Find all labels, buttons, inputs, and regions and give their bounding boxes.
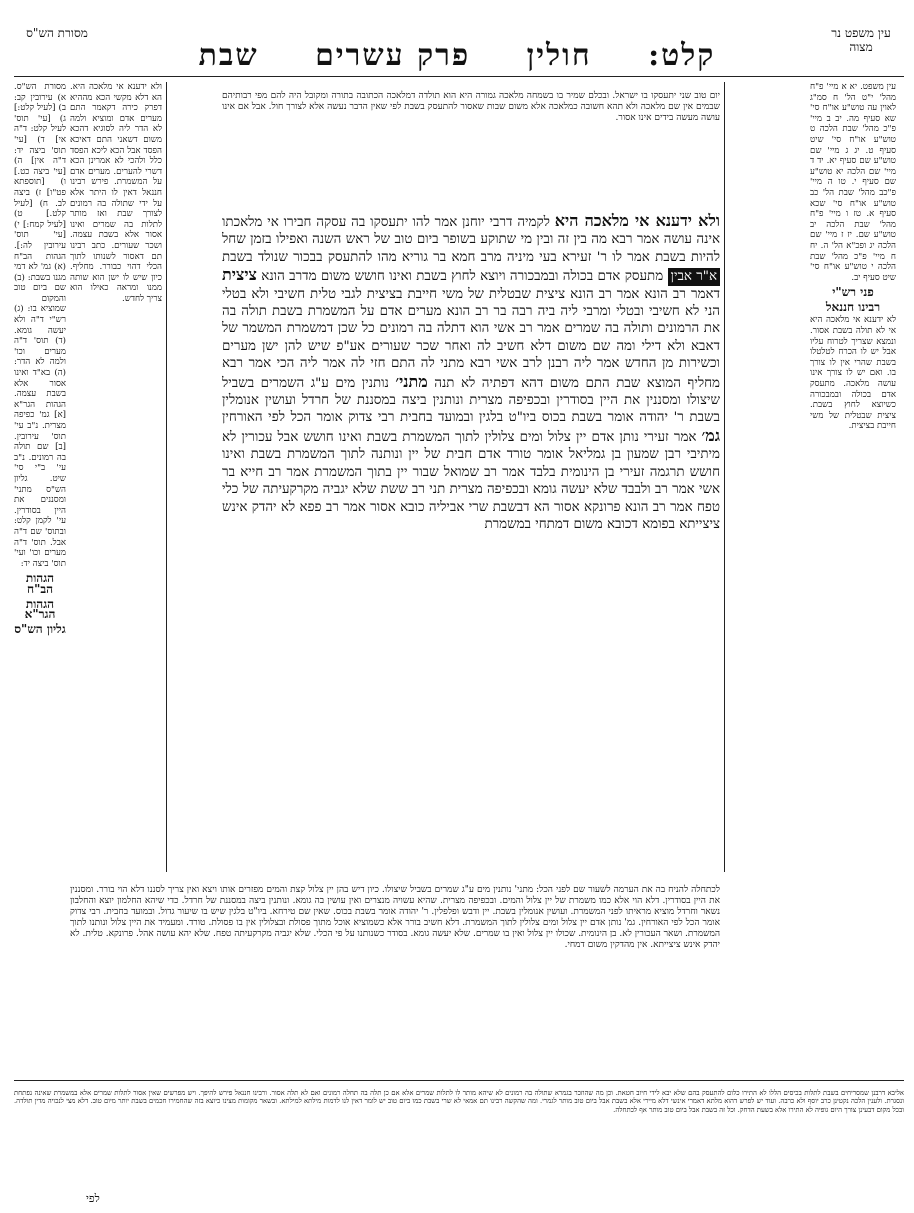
rashi-commentary-top xyxy=(222,82,720,208)
footer-text: אליבא דרבנן שמסריחים בשבת לתלות בכיסים הללו לא התירו כלום להתעסק בהם שלא יבא לידי חיוב חטאת. וכן מה שהוזכר בגמרא שתולה בה רמונים לא שיהא מותר לו לתלות שמרים אלא אם כן תלה בה תחלה רמונים ואם לא תלה אסור. ורבינו חננאל פירש להיפך. ויש מפרשים שאין אסור לתלות שמרים אלא במשמרת שאינה נפתחת ונסגרת. ולענין הלכה נקטינן כרב יוסף ולא כרבה. ועוד יש לפרש דהוא מלתא דאמרי אינשי דלא מיירי אלא בשבת אבל ביום טוב מותר לגמרי. ומה שהקשה רבינו תם אמאי לא שרי בשבת כמו ביום טוב יש לומר דאין לנו לדמות מילתא למילתא. ובשאר מקומות מצינו כיוצא בזה שהחמירו חכמים בשבת יותר מיום טוב. דלא מצי לנכויה מדין תולדה. ובכל מקום דבעינן צורך היום גופיה לא התירו אלא בשעת הדחק. וכל זה בשבת אבל ביום טוב מותר אף לכתחלה. xyxy=(14,1088,904,1114)
header-divider xyxy=(14,76,904,77)
masoret-hashas-column xyxy=(14,82,66,872)
ein-mishpat-column xyxy=(810,82,896,862)
rabbeinu-chananel-text: לא ידענא אי מלאכה היא אי לא תולה בשבת אסור. ונמצא שצריך לטרוח עליו אבל יש לו הכרח לטלטלו בשבת שהרי אין לו צורך בו. ואם יש לו צורך אינו עושה מלאכה. מתעסק אדם בכולה ובמבכורה כשיוצא לחוץ בשבת. ציצית שבטלית של משי חייבת בציצית. xyxy=(810,315,896,432)
masoret-hashas-text: מסורת הש"ס. א) עירובין קב: ב) [לעיל קלט:] ג) [עי' תוס' לעיל קלט: ד"ה אי] ד) [עי' תוס' ביצה יד: ד"ה אין] ה) [עי' ביצה כט.] ו) [תוספתא פט"ו] ז) ביצה לב. ח) [לעיל קלט.] ט) [לעיל קמח:] י) [עי' תוס' עירובין לה:]. הגהות הב"ח (א) גמ' לא דמי מגנו בשבת: (ב) שם ביום טוב והמקום שמוציא בו: (ג) רש"י ד"ה ולא יעשה גומא. (ד) תוס' ד"ה מערים וכו' ולמה לא הדר: (ה) בא"ד ואינו אסור אלא בשבת עצמה. הגהות הגר"א [א] גמ' כפיפה מצרית. נ"ב עי' תוס' עירובין. [ב] שם תולה בה רמונים. נ"ב עי' ב"י סי' שיט. גליון הש"ס מתני' ומסננים את היין בסודרין. עי' לקמן קלט: ובתוס' שם ד"ה אבל. תוס' ד"ה מערים וכו' ועי' תוס' ביצה יד: xyxy=(14,82,66,569)
dibur-hamatchil-tzitzit: ציצית xyxy=(222,265,257,285)
gemara-text-2: מתעסק אדם בכולה ובמבכורה ויוצא לחוץ בשבת ואינו חושש משום מדרב הונא xyxy=(261,269,664,285)
right-column-divider xyxy=(724,82,725,872)
ein-mishpat-text: עין משפט. יא א מיי' פ"ח מהל' י"ט הל' ח סמ"ג לאוין עה טוש"ע או"ח סי' שא סעיף מה. יב ב מיי' פ"כ מהל' שבת הלכה ט טוש"ע או"ח סי' שיט סעיף ט. יג ג מיי' שם טוש"ע שם סעיף יא. יד ד מיי' שם הלכה יא טוש"ע שם סעיף י. טו ה מיי' פ"כב מהל' שבת הל' כב טוש"ע או"ח סי' שכא סעיף א. טז ו מיי' פ"ח מהל' שבת הלכה יב טוש"ע שם. יז ז מיי' שם הלכה יג ופכ"א הל' ה. יח ח מיי' פ"כ מהל' שבת הלכה י טוש"ע או"ח סי' שיט סעיף יב. xyxy=(810,82,896,283)
gilyon-hashas-heading: גליון הש"ס xyxy=(14,621,66,636)
gemara-main-text xyxy=(222,212,720,870)
gemara-paragraph xyxy=(222,212,720,533)
tosafot-text: ולא ידענא אי מלאכה היא. הא דלא מקשי הכא מההיא דפרק כירה דקאמר התם מערים אדם ומוציא ולמה לא הדר ליה לסוגיא דהכא משום דשאני התם דאיכא הפסד אבל הכא ליכא הפסד כלל ולהכי לא אמרינן הכא דשרי להערים. מערים אדם על המשמרת. פירש רבינו חננאל דאין לו היתר אלא על ידי שתולה בה רמונים לצורך שבת ואז מותר לתלות בה שמרים ואינו אסור אלא בשבת עצמה. ושכר שעורים. כתב רבינו תם דאסור לשנותו לתוך הכלי דהוי כבורר. מחליף. כיון שיש לו ישן הוא שותה ממנו ומראה כאילו הוא צריך לחדש. xyxy=(70,82,162,304)
page-header xyxy=(0,14,914,74)
left-column-divider xyxy=(166,82,167,872)
ein-mishpat-heading: עין משפט נר מצוה xyxy=(831,26,891,54)
tractate-name: חולין xyxy=(526,38,592,73)
opening-words: ולא ידענא אי מלאכה היא xyxy=(554,212,720,230)
hagahot-hagra-heading: הגהות הגר"א xyxy=(24,596,56,622)
masoret-hashas-heading: מסורת הש"ס xyxy=(26,26,88,40)
gemara-text-4: ואחר שכר שעורים אע"פ שיש להן ישן מערים וכשירות מן החדש אמר ליה רבנן לרב אשי רבא מתני לה התם חזי לה אמר ליה הכי אמר רבא מחליף המוצא שבת התם משום דהא דפתיה לא תנה xyxy=(222,338,720,391)
mishna-label: מתני׳ xyxy=(395,371,428,391)
page-number: קלט: xyxy=(648,38,716,73)
tractate-name-secondary: שבת xyxy=(198,38,259,73)
gemara-label: גמ׳ xyxy=(701,425,720,445)
footer-commentary xyxy=(14,1082,904,1192)
penei-rashi-heading: פני רש"י xyxy=(832,285,874,300)
rashi-top-text: יום טוב שני יתעסקו בו ישראל. ובכלם שמיר בו בשמחה מלאכה גמורה היא הוא תולדה דמלאכה הכתובה בתורה ומקובל היה להם מפי רבותיהם שבמים אין שם מלאכה ולא תהא חשובה כמלאכה אלא משום שבות שאסור להתעסק בשבת לפי שאין הדבר נעשה אלא לצורך חול. אבל אם אינו עושה מעשה בידים אינו אסור. xyxy=(222,91,720,123)
chapter-name: פרק עשרים xyxy=(315,38,471,73)
tosafot-column xyxy=(70,82,162,872)
rashi-commentary-bottom xyxy=(70,876,720,1082)
mishna-text: נותנין מים ע"ג השמרים בשביל שיצולו ומסננין את היין בסודרין ובכפיפה מצרית ונותנין ביצה במסננת של חרדל ועושין אנומלין בשבת ר' יהודה אומר בשבת בכוס ביו"ט בלגין ובמועד בחבית רבי צדוק אומר הכל לפי האורחין xyxy=(222,375,720,426)
gemara-text-3: דאמר רב הונא אמר רב הונא ציצית שבטלית של משי חייבת בציצית לגבי טלית חשיבי ולא בטלי הני לא חשיבי ובטלי ומרבי ליה ביה רבה בר רב הונא מערים אדם על המשמרת בשבת תולה בה את הרמונים ותולה בה שמרים אמר רב אשי הוא דתלה בה רמונים כל שכן דמשמרת המשמר של דאבא ולא דילי ומה שם משום דלא חשיב לה xyxy=(222,286,720,354)
highlighted-phrase: א"ר אבין xyxy=(668,268,720,285)
gemara-text-5: אמר זעירי נותן אדם יין צלול ומים צלולין לתוך המשמרת בשבת ואינו חושש אבל עכורין לא מיתיבי רבן שמעון בן גמליאל אומר טורד אדם חבית של יין ונותנה לתוך המשמרת בשבת ואינו חושש תרגמה זעירי בן הינומית בלבד אמר רב שמואל שבור יין בתוך המשמרת אמר רב חייא בר אשי אמר רב ולבבד שלא יעשה גומא ובכפיפה מצרית תני רב ששת שלא יגביה מקרקעיתה של כלי טפח אמר רב הונא פרונקא אסור הא דבשבת שרי אביליה כובא אסור אמר רב פפא לא יהדק אינש ציצייתא בפומא דכובא משום דמתחי במשמרת xyxy=(222,429,720,532)
page-title xyxy=(0,38,914,73)
rashi-bottom-text: לכתחלה להניח בה את הערמה לשעור שם לפני הכל: מתני' נותנין מים ע"ג שמרים בשביל שיצולו. כיון דיש בהן יין צלול קצת והמים מפזרים אותו ויצא ואין צריך לסננו דלא הוי בורר. ומסננין את היין בסודרין. דלא הוי אלא כמו משמרת של יין צלול והמים. ובכפיפה מצרית. שהיא עשויה מנצרים ואין עושין בה גומא. ונותנין ביצה במסננת של חרדל. כדי שיהא החלמון יוצא והחלבון נשאר וחרדל מוציא מראיתו לפני המשמרת. ועושין אנומלין בשבת. יין ודבש ופלפלין. ר' יהודה אומר בשבת בכוס. שאין שם טירחא. ביו"ט בלגין שיש בו שיעור גדול. ובמועד בחבית. רבי צדוק אומר הכל לפי האורחין. גמ' נותן אדם יין צלול ומים צלולין לתוך המשמרת. דלא חשיב בורר אלא כשמוציא אוכל מתוך פסולת ובצלולין אין בו פסולת. טורד. ומעמיד את היין צלול ונותנו לתוך המשמרת. ושאר העכורין לא. בן הינומית. שכולו יין צלול ואין בו שמרים. שלא יעשה גומא. בסודר כשנותנו על פי הכלי. שלא יגביה מקרקעיתה טפח. שלא יהא עושה אהל. פרונקא. טלית. לא יהדק אינש ציצייתא. אין מהדקין משום דמחי. xyxy=(70,885,720,950)
hagahot-habach-heading: הגהות הב"ח xyxy=(25,571,55,596)
rabbeinu-chananel-heading: רבינו חננאל xyxy=(825,299,881,314)
gemara-text-1: לקמיה דרבי יוחנן אמר להו יתעסקו בה עסקה חבירו אי מלאכתו אינה עושה אמר רבא מה בין זה ובין מי שתוקע בשופר ביום טוב של ראש השנה ואפילו בזמן שחל להיות בשבת אמר לו ר' זעירא בעי מיניה מרב חמא בר גוריא מהו להתעסק בבכור שנולד בשבת xyxy=(222,215,720,265)
catchword: לפי xyxy=(86,1192,100,1205)
